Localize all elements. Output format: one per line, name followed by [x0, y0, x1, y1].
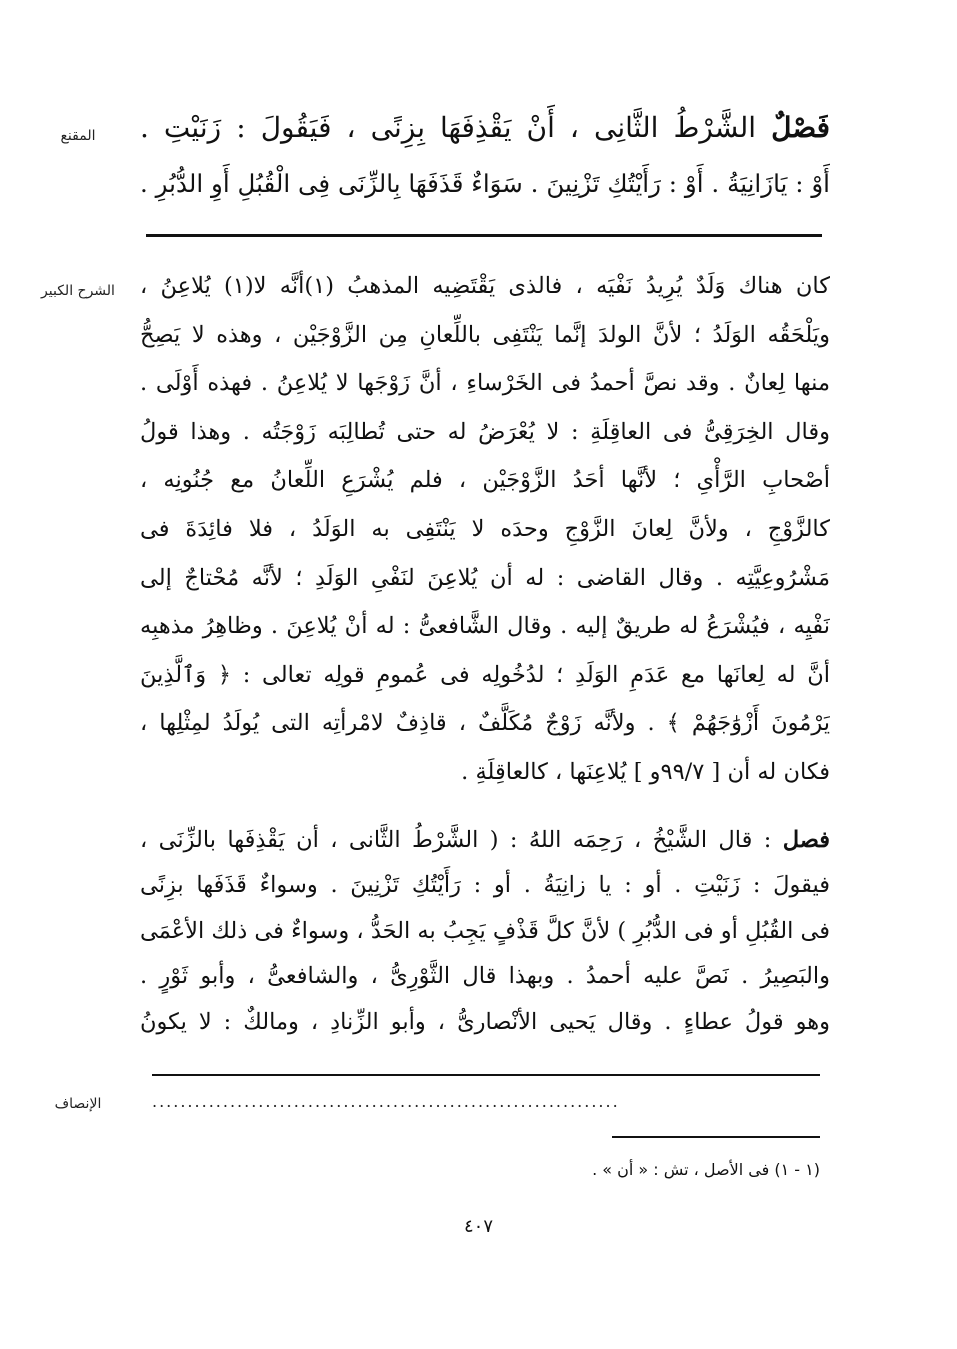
sharh-line: كالزَّوْجِ ، ولأنَّ لِعانَ الزَّوْجِ وحدَه لا يَنْتَفِى به الوَلَدُ ، فلا فائِدَةَ فى: [140, 515, 830, 542]
sharh-line: أنَّ له لِعانَها مع عَدَمِ الوَلَدِ ؛ لدُخُولِه فى عُمومِ قولِه تعالى : ﴿ وَٱلَّذِينَ: [140, 661, 830, 688]
sharh-line: نَفْيِه ، فيُشْرَعُ له طريقٌ إليه . وقال الشَّافعىُّ : له أنْ يُلاعِنَ . وظاهِرُ مذهبِه: [140, 613, 830, 640]
sharh-line: فيقولَ : زَنَيْتِ . أو : يا زانِيَةُ . أو : رَأَيْتُكِ تَزْنِينَ . وسواءٌ قَذَفَها بزِنًى: [140, 872, 830, 899]
sharh-line: وهو قولُ عطاءٍ . وقال يَحيى الأنْصارىُّ ، وأبو الزِّنادِ ، ومالكٌ : لا يكونُ: [140, 1008, 830, 1035]
margin-label-muqni: المقنع: [60, 128, 96, 144]
matn-separator-rule: [146, 234, 822, 237]
matn-lead: فَصْلٌ: [771, 111, 830, 144]
matn-text: [140, 100, 830, 212]
insaf-dotted-line: ..................................................................: [152, 1092, 620, 1111]
sharh-line: والبَصِيرُ . نَصَّ عليه أحمدُ . وبهذا قال الثَّوْرِىُّ ، والشافعىُّ ، وأبو ثَوْرٍ .: [140, 963, 830, 990]
sharh-line-text: : قال الشَّيْخُ ، رَحِمَه اللهُ : ( الشَّرْطُ الثَّانى ، أن يَقْذِفَها بالزِّنَى ،: [140, 827, 772, 853]
footnote-separator-rule: [612, 1136, 820, 1138]
sharh-line: أصْحابِ الرَّأْىِ ؛ لأنَّها أحَدُ الزَّوْجَيْن ، فلم يُشْرَعِ اللِّعانُ مع جُنُونِه ،: [140, 467, 830, 494]
sharh-line: فى القُبُلِ أو فى الدُّبُرِ ) لأنَّ كلَّ قَذْفٍ يَجِبُ به الحَدُّ ، وسواءٌ فى ذلك الأعْمَى: [140, 917, 830, 944]
matn-line-text: الشَّرْطُ الثَّانِى ، أَنْ يَقْذِفَهَا بِزِنًى ، فَيَقُولَ : زَنَيْتِ .: [140, 111, 757, 144]
sharh-paragraph-2: [140, 818, 830, 1045]
sharh-line: منها لِعانٌ . وقد نصَّ أحمدُ فى الخَرْساءِ ، أنَّ زَوْجَها لا يُلاعِنُ . فهذه أَوْلَى .: [140, 370, 830, 397]
sharh-paragraph-1: [140, 262, 830, 797]
sharh-line: وقال الخِرَقِىُّ فى العاقِلَةِ : لا يُعْرَضُ له حتى تُطالِبَه زَوْجَتُه . وهذا قولُ: [140, 418, 830, 445]
sharh-line: يَرْمُونَ أَزْوَٰجَهُمْ ﴾ . ولأنَّه زَوْجٌ مُكَلَّفٌ ، قاذِفٌ لامْرأتِه التى يُولَدُ لمِثْلِها ،: [140, 710, 830, 737]
matn-line: أَوْ : يَازَانِيَةُ . أَوْ : رَأَيْتُكِ تَزْنِينَ . سَوَاءٌ قَذَفَهَا بِالزِّنَى فِى الْقُبُلِ أَوِ الدُّبُرِ .: [140, 169, 830, 198]
sharh-line: كان هناك وَلَدٌ يُرِيدُ نَفْيَه ، فالذى يَقْتَضِيه المذهبُ (١)أنَّه لا(١) يُلاعِنُ ،: [140, 273, 830, 299]
margin-label-insaf: الإنصاف: [54, 1096, 102, 1112]
sharh-line: [140, 818, 830, 863]
sharh-line: ويَلْحَقُه الوَلَدُ ؛ لأنَّ الولدَ إنَّما يَنْتَفِى باللِّعانِ مِن الزَّوْجَيْن ، وهذه لا يَصِحُّ: [140, 321, 830, 348]
fasl-heading: فصل: [782, 827, 830, 853]
footnote: (١ - ١) فى الأصل ، تش : « أن » .: [592, 1160, 820, 1179]
sharh-line: مَشْرُوعِيَّتِه . وقال القاضى : له أن يُلاعِنَ لنَفْىِ الوَلَدِ ؛ لأنَّه مُحْتاجٌ إلى: [140, 564, 830, 591]
page-number: ٤٠٧: [463, 1216, 493, 1237]
margin-label-sharh: الشرح الكبير: [41, 283, 115, 299]
insaf-separator-rule: [152, 1074, 820, 1076]
sharh-line-last: فكان له أن [ ٩٩/٧و ] يُلاعِنَها ، كالعاقِلَةِ .: [461, 758, 830, 785]
matn-line: [140, 100, 830, 156]
